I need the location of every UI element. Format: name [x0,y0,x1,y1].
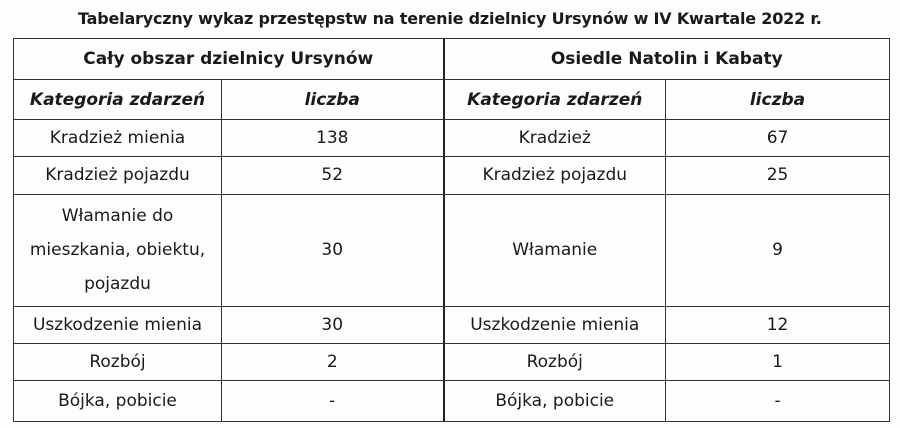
right-count-cell: 12 [666,306,890,343]
left-category-cell: Włamanie do mieszkania, obiektu, pojazdu [14,194,222,306]
left-count-cell: 138 [222,119,444,156]
left-category-header: Kategoria zdarzeń [14,80,222,119]
crime-table [13,38,890,422]
left-count-header: liczba [222,80,444,119]
table-row [14,381,890,422]
document-title: Tabelaryczny wykaz przestępstw na terenie dzielnicy Ursynów w IV Kwartale 2022 r. [78,9,822,28]
right-count-cell: 9 [666,194,890,306]
right-section-header: Osiedle Natolin i Kabaty [444,39,890,80]
table-row [14,344,890,381]
left-category-cell: Uszkodzenie mienia [14,306,222,343]
left-count-cell: 30 [222,306,444,343]
left-count-cell: 30 [222,194,444,306]
table-row [14,306,890,343]
right-category-cell: Rozbój [444,344,666,381]
right-count-cell: - [666,381,890,422]
right-count-cell: 25 [666,157,890,194]
right-count-cell: 1 [666,344,890,381]
left-count-cell: 2 [222,344,444,381]
table-row [14,157,890,194]
right-count-header: liczba [666,80,890,119]
left-category-cell: Rozbój [14,344,222,381]
right-category-cell: Uszkodzenie mienia [444,306,666,343]
column-header-row [14,80,890,119]
right-category-cell: Bójka, pobicie [444,381,666,422]
left-count-cell: 52 [222,157,444,194]
table-row [14,194,890,306]
left-category-cell: Bójka, pobicie [14,381,222,422]
left-category-cell: Kradzież pojazdu [14,157,222,194]
left-category-cell: Kradzież mienia [14,119,222,156]
left-count-cell: - [222,381,444,422]
right-category-cell: Kradzież pojazdu [444,157,666,194]
right-category-cell: Kradzież [444,119,666,156]
left-section-header: Cały obszar dzielnicy Ursynów [14,39,444,80]
section-header-row [14,39,890,80]
table-row [14,119,890,156]
right-category-cell: Włamanie [444,194,666,306]
right-category-header: Kategoria zdarzeń [444,80,666,119]
right-count-cell: 67 [666,119,890,156]
